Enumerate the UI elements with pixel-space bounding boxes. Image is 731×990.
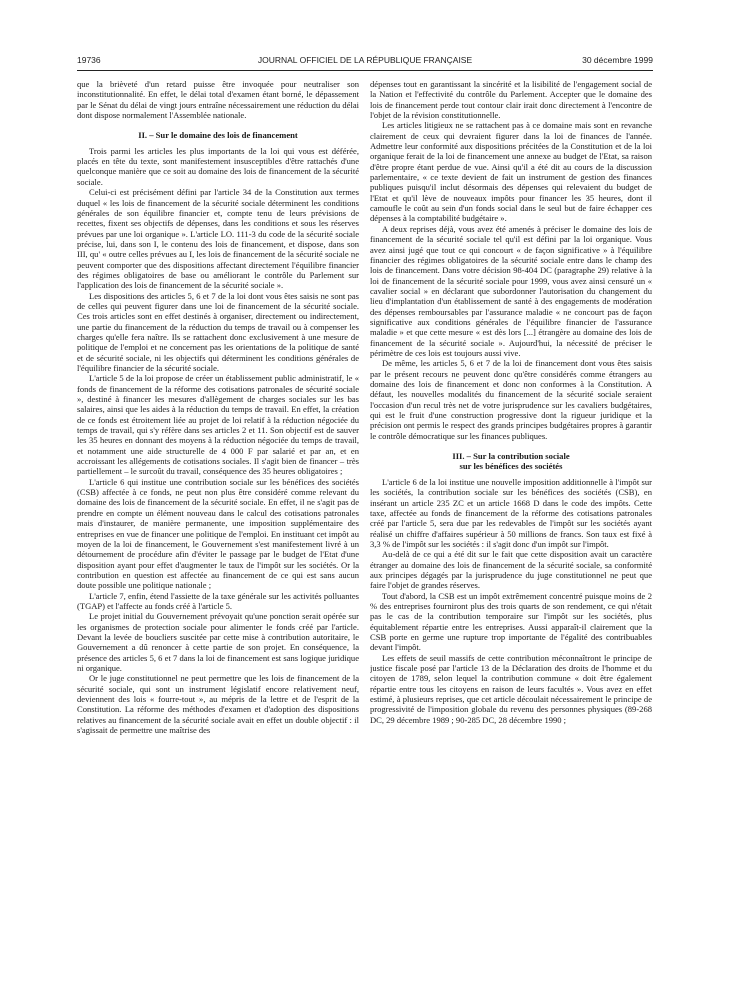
header-rule bbox=[77, 70, 653, 71]
paragraph: dépenses tout en garantissant la sincérité et la lisibilité de l'engagement social de la Nation et l'effectivité du contrôle du Parlement. Accepter que le domaine des lois de financement perde tout contour clair irait donc directement à l'encontre de l'objet de la révision constitutionnelle. bbox=[370, 79, 652, 121]
paragraph: Trois parmi les articles les plus importants de la loi qui vous est déférée, placés en tête du texte, sont manifestement insusceptibles d'être rattachés d'une quelconque manière que ce soit au domaine des lois de financement de la sécurité sociale. bbox=[77, 145, 359, 187]
paragraph: Tout d'abord, la CSB est un impôt extrêmement concentré puisque moins de 2 % des entreprises fourniront plus des trois quarts de son rendement, ce qui n'était pas le cas de la contribution temporaire sur l'impôt sur les sociétés, plus équitablement répartie entre les entreprises. Aussi apparaît-il clairement que la CSB porte en germe une rupture trop importante de l'égalité des contribuables devant l'impôt. bbox=[370, 590, 652, 653]
paragraph: L'article 6 de la loi institue une nouvelle imposition additionnelle à l'impôt sur les sociétés, la contribution sociale sur les bénéfices des sociétés (CSB), en insérant un article 235 ZC et un article 1668 D dans le code des impôts. Cette taxe, affectée au fonds de financement de la réforme des cotisations patronales créé par l'article 5, sera due par les redevables de l'impôt sur les sociétés ayant réalisé un chiffre d'affaires supérieur à 50 millions de francs. Son taux est fixé à 3,3 % de l'impôt sur les sociétés : il s'agit donc d'un impôt sur l'impôt. bbox=[370, 476, 652, 549]
paragraph: L'article 5 de la loi propose de créer un établissement public administratif, le « fonds de financement de la réforme des cotisations patronales de sécurité sociale », destiné à financer les mesures d'allègement de charges sociales sur les bas salaires, ainsi que les aides à la réduction du temps de travail. En effet, la création de ce fonds est étroitement liée au projet de loi relatif à la réduction négociée du temps de travail, qui s'y réfère dans ses articles 2 et 11. Son objectif est de sauver les 35 heures en donnant des moyens à la réduction négociée du temps de travail, et notamment une aide structurelle de 4 000 F par salarié et par an, et en accroissant les allégements de cotisations sociales. Il s'agit bien de financer – très partiellement – le surcoût du travail, conséquence des 35 heures obligatoires ; bbox=[77, 373, 359, 477]
journal-title: JOURNAL OFFICIEL DE LA RÉPUBLIQUE FRANÇAISE bbox=[257, 55, 473, 65]
intro-paragraph: que la brièveté d'un retard puisse être invoquée pour neutraliser son inconstitutionnalité. En effet, le délai total d'examen étant borné, le dépassement par le Sénat du délai de vingt jours entraîne nécessairement une réduction du délai dont dispose normalement l'Assemblée nationale. bbox=[77, 79, 359, 121]
paragraph: L'article 6 qui institue une contribution sociale sur les bénéfices des sociétés (CSB) affectée à ce fonds, ne peut non plus être considéré comme relevant du domaine des lois de financement de la sécurité sociale. En effet, il ne s'agit pas de prendre en compte un élément nouveau dans le calcul des cotisations patronales mais d'instaurer, de manière permanente, une imposition supplémentaire des entreprises en vue de financer une politique de l'emploi. En instituant cet impôt au moyen de la loi de financement, le Gouvernement s'est manifestement livré à un détournement de procédure afin d'éviter le passage par le budget de l'Etat d'une disposition ayant pour effet d'augmenter le taux de l'impôt sur les sociétés. Or la contribution en question est affectée au financement de ce qui est sans aucun doute possible une politique nationale ; bbox=[77, 476, 359, 591]
page-number: 19736 bbox=[77, 55, 101, 65]
paragraph: Les articles litigieux ne se rattachent pas à ce domaine mais sont en revanche clairement de ceux qui devraient figurer dans la loi de finances de l'année. Admettre leur conformité aux dispositions précitées de la Constitution et de la loi organique ferait de la loi de financement une annexe au budget de l'Etat, sa raison d'être propre étant perdue de vue. Ainsi qu'il a été dit au cours de la discussion parlementaire, « ce texte devient de fait un instrument de gestion des finances publiques puisqu'il inclut désormais des dépenses qui relevaient du budget de l'Etat et qu'il lève de nouveaux impôts pour financer les 35 heures, dont il camoufle le coût au sein d'un fonds social dans le seul but de faire échapper ces dépenses à la comptabilité budgétaire ». bbox=[370, 120, 652, 224]
paragraph: Au-delà de ce qui a été dit sur le fait que cette disposition avait un caractère étranger au domaine des lois de financement de la sécurité sociale, sa conformité aux principes dégagés par la jurisprudence du juge constitutionnel ne peut que faire l'objet de grandes réserves. bbox=[370, 549, 652, 591]
paragraph: A deux reprises déjà, vous avez été amenés à préciser le domaine des lois de financement de la sécurité sociale tel qu'il est défini par la loi organique. Vous avez ainsi jugé que tout ce qui concourt « de façon significative » à l'équilibre financier des régimes obligatoires de la sécurité sociale entre dans le champ des lois de financement. Dans votre décision 98-404 DC (paragraphe 29) relative à la loi de financement de la sécurité sociale pour 1999, vous avez ainsi censuré un « cavalier social » en déclarant que subordonner l'autorisation du changement du lieu d'implantation d'un établissement de santé à des engagements de modération des dépenses remboursables par l'assurance maladie « ne concourt pas de façon significative aux conditions générales de l'équilibre financier de l'assurance maladie » et que cette mesure « est dès lors [...] étrangère au domaine des lois de financement de la sécurité sociale ». Aujourd'hui, la nécessité de préciser le périmètre de ces lois est toujours aussi vive. bbox=[370, 223, 652, 358]
section-title-iii bbox=[370, 451, 652, 472]
publication-date: 30 décembre 1999 bbox=[582, 55, 653, 65]
page-header bbox=[77, 55, 653, 69]
paragraph: De même, les articles 5, 6 et 7 de la loi de financement dont vous êtes saisis par le présent recours ne peuvent donc qu'être considérés comme étrangers au domaine des lois de financement et donc non conformes à la Constitution. A défaut, les nouvelles modalités du financement de la sécurité sociale seraient l'occasion d'un recul très net de votre jurisprudence sur les cavaliers budgétaires, qui est le fruit d'une construction progressive dont la rigueur juridique et la précision ont permis le respect des grands principes budgétaires propres à garantir le contrôle démocratique sur les finances publiques. bbox=[370, 358, 652, 441]
left-column bbox=[77, 79, 359, 979]
paragraph: Celui-ci est précisément défini par l'article 34 de la Constitution aux termes duquel « les lois de financement de la sécurité sociale déterminent les conditions générales de son équilibre financier et, compte tenu de leurs prévisions de recettes, fixent ses objectifs de dépenses, dans les conditions et sous les réserves prévues par une loi organique ». L'article LO. 111-3 du code de la sécurité sociale précise, lui, dans son I, le contenu des lois de financement, et dispose, dans son III, qu' « outre celles prévues au I, les lois de financement de la sécurité sociale ne peuvent comporter que des dispositions affectant directement l'équilibre financier des régimes obligatoires de base ou améliorant le contrôle du Parlement sur l'application des lois de financement de la sécurité sociale ». bbox=[77, 187, 359, 291]
section-title-iii-line2: sur les bénéfices des sociétés bbox=[459, 461, 563, 472]
section-title-iii-line1: III. – Sur la contribution sociale bbox=[452, 451, 570, 462]
paragraph: Les dispositions des articles 5, 6 et 7 de la loi dont vous êtes saisis ne sont pas de celles qui peuvent figurer dans une loi de financement de la sécurité sociale. Ces trois articles sont en effet destinés à organiser, directement ou indirectement, une partie du financement de la réduction du temps de travail ou à compenser les charges qu'elle fera naître. Ils se rattachent donc exclusivement à une mesure de politique de l'emploi et ne concernent pas les orientations de la politique de santé et de sécurité sociale, ni les objectifs qui déterminent les conditions générales de l'équilibre financier de la sécurité sociale. bbox=[77, 290, 359, 373]
paragraph: Or le juge constitutionnel ne peut permettre que les lois de financement de la sécurité sociale, qui sont un instrument législatif encore relativement neuf, deviennent des lois « fourre-tout », au mépris de la lettre et de l'esprit de la Constitution. La réforme des méthodes d'examen et d'adoption des dispositions relatives au financement de la sécurité sociale avait en effet un double objectif : il s'agissait de permettre une maîtrise des bbox=[77, 673, 359, 736]
right-column bbox=[370, 79, 652, 979]
paragraph: Les effets de seuil massifs de cette contribution méconnaîtront le principe de justice fiscale posé par l'article 13 de la Déclaration des droits de l'homme et du citoyen de 1789, selon lequel la contribution commune « doit être également répartie entre tous les citoyens en raison de leurs facultés ». Vous avez en effet estimé, à plusieurs reprises, que cet article découlait nécessairement le principe de progressivité de l'imposition globale du revenu des personnes physiques (89-268 DC, 29 décembre 1989 ; 90-285 DC, 28 décembre 1990 ; bbox=[370, 652, 652, 725]
paragraph: Le projet initial du Gouvernement prévoyait qu'une ponction serait opérée sur les organismes de protection sociale pour alimenter le fonds créé par l'article. Devant la levée de boucliers suscitée par cette mise à contribution autoritaire, le Gouvernement a dû renoncer à cette partie de son projet. En conséquence, la présence des articles 5, 6 et 7 dans la loi de financement est sans logique juridique ni organique. bbox=[77, 611, 359, 673]
section-title-ii: II. – Sur le domaine des lois de financement bbox=[138, 130, 298, 141]
paragraph: L'article 7, enfin, étend l'assiette de la taxe générale sur les activités polluantes (TGAP) et l'affecte au fonds créé à l'article 5. bbox=[77, 590, 359, 611]
